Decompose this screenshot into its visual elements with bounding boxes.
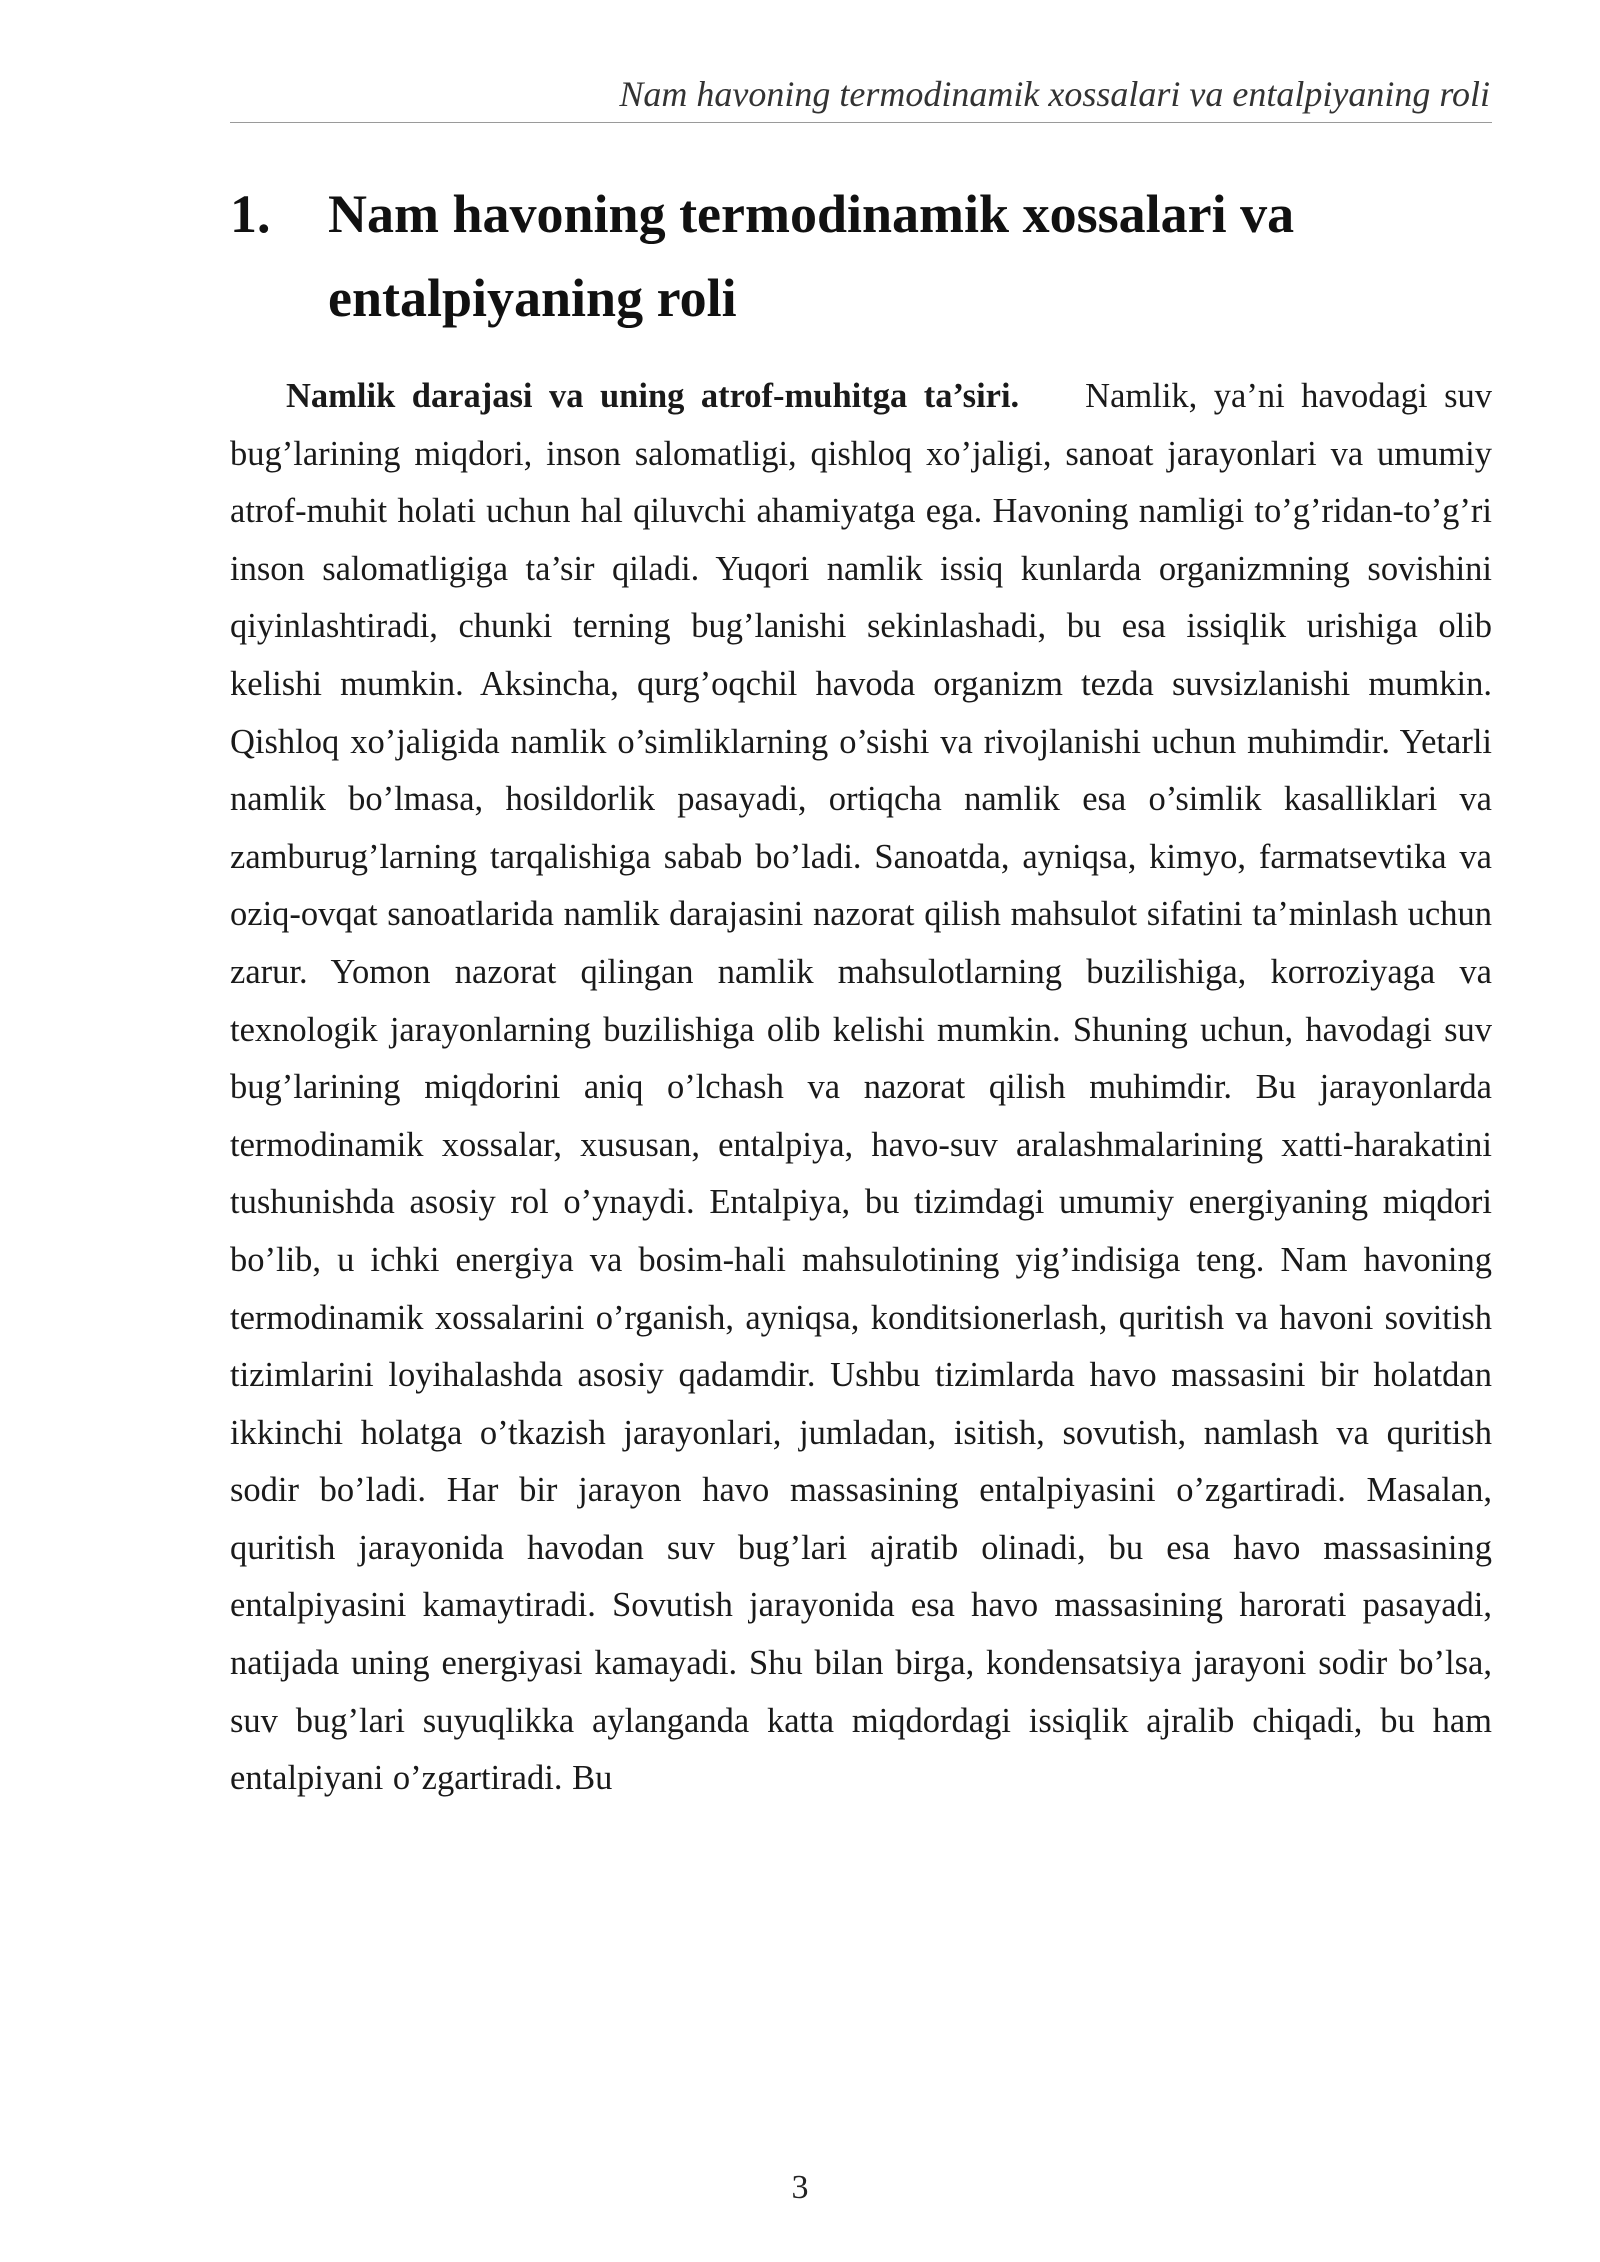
section-lead-heading: Namlik darajasi va uning atrof-muhitga ta’siri.	[286, 377, 1020, 415]
section-body-text: Namlik, ya’ni havodagi suv bug’larining miqdori, inson salomatligi, qishloq xo’jaligi, sanoat jarayonlari va umumiy atrof-muhit holati uchun hal qiluvchi ahamiyatga ega. Havoning namligi to’g’ridan-to’g’ri inson salomatligiga ta’sir qiladi. Yuqori namlik issiq kunlarda organizmning sovishini qiyinlashtiradi, chunki terning bug’lanishi sekinlashadi, bu esa issiqlik urishiga olib kelishi mumkin. Aksincha, qurg’oqchil havoda organizm tezda suvsizlanishi mumkin. Qishloq xo’jaligida namlik o’simliklarning o’sishi va rivojlanishi uchun muhimdir. Yetarli namlik bo’lmasa, hosildorlik pasayadi, ortiqcha namlik esa o’simlik kasalliklari va zamburug’larning tarqalishiga sabab bo’ladi. Sanoatda, ayniqsa, kimyo, farmatsevtika va oziq-ovqat sanoatlarida namlik darajasini nazorat qilish mahsulot sifatini ta’minlash uchun zarur. Yomon nazorat qilingan namlik mahsulotlarning buzilishiga, korroziyaga va texnologik jarayonlarning buzilishiga olib kelishi mumkin. Shuning uchun, havodagi suv bug’larining miqdorini aniq o’lchash va nazorat qilish muhimdir. Bu jarayonlarda termodinamik xossalar, xususan, entalpiya, havo-suv aralashmalarining xatti-harakatini tushunishda asosiy rol o’ynaydi. Entalpiya, bu tizimdagi umumiy energiyaning miqdori bo’lib, u ichki energiya va bosim-hali mahsulotining yig’indisiga teng. Nam havoning termodinamik xossalarini o’rganish, ayniqsa, konditsionerlash, quritish va havoni sovitish tizimlarini loyihalashda asosiy qadamdir. Ushbu tizimlarda havo massasini bir holatdan ikkinchi holatga o’tkazish jarayonlari, jumladan, isitish, sovutish, namlash va quritish sodir bo’ladi. Har bir jarayon havo massasining entalpiyasini o’zgartiradi. Masalan, quritish jarayonida havodan suv bug’lari ajratib olinadi, bu esa havo massasining entalpiyasini kamaytiradi. Sovutish jarayonida esa havo massasining harorati pasayadi, natijada uning energiyasi kamayadi. Shu bilan birga, kondensatsiya jarayoni sodir bo’lsa, suv bug’lari suyuqlikka aylanganda katta miqdordagi issiqlik ajralib chiqadi, bu ham entalpiyani o’zgartiradi. Bu	[230, 377, 1493, 1798]
chapter-number: 1.	[230, 184, 271, 244]
chapter-heading	[230, 172, 1490, 340]
header-divider	[230, 122, 1492, 123]
body-paragraph	[230, 368, 1492, 1808]
chapter-title: Nam havoning termodinamik xossalari va entalpiyaning roli	[328, 184, 1295, 328]
running-header: Nam havoning termodinamik xossalari va entalpiyaning roli	[619, 74, 1490, 114]
section-spacer	[1036, 377, 1069, 415]
page-number: 3	[791, 2169, 809, 2206]
